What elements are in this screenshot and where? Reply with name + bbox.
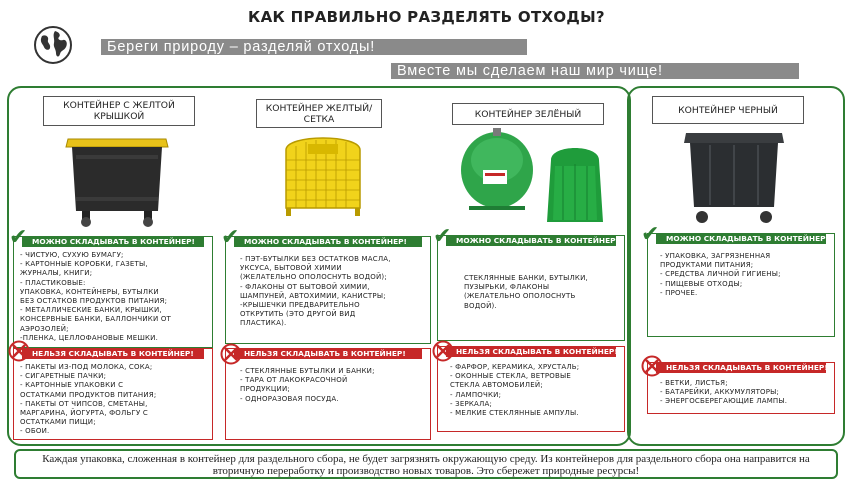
denied-box-green xyxy=(437,346,625,432)
yellow-mesh-bin-image xyxy=(278,128,368,220)
denied-list: - ВЕТКИ, ЛИСТЬЯ; - БАТАРЕЙКИ, АККУМУЛЯТОРЫ; - ЭНЕРГОСБЕРЕГАЮЩИЕ ЛАМПЫ. xyxy=(660,379,788,406)
allowed-box-yellow-mesh xyxy=(225,236,431,344)
denied-header: НЕЛЬЗЯ СКЛАДЫВАТЬ В КОНТЕЙНЕР! xyxy=(656,362,826,373)
denied-list: - СТЕКЛЯННЫЕ БУТЫЛКИ И БАНКИ; - ТАРА ОТ ЛАКОКРАСОЧНОЙ ПРОДУКЦИИ; - ОДНОРАЗОВАЯ ПОСУДА. xyxy=(240,367,375,403)
page-title: КАК ПРАВИЛЬНО РАЗДЕЛЯТЬ ОТХОДЫ? xyxy=(248,8,605,26)
slogan-banner-2: Вместе мы сделаем наш мир чище! xyxy=(391,63,799,79)
slogan-banner-1: Береги природу – разделяй отходы! xyxy=(101,39,527,55)
denied-box-yellow-lid xyxy=(13,348,213,440)
checkmark-icon: ✔ xyxy=(221,225,240,250)
checkmark-icon: ✔ xyxy=(9,225,28,250)
denied-header: НЕЛЬЗЯ СКЛАДЫВАТЬ В КОНТЕЙНЕР! xyxy=(446,346,616,357)
denied-box-yellow-mesh xyxy=(225,348,431,440)
cross-icon xyxy=(8,340,30,362)
container-label-green: КОНТЕЙНЕР ЗЕЛЁНЫЙ xyxy=(452,103,604,125)
checkmark-icon: ✔ xyxy=(433,224,452,249)
denied-header: НЕЛЬЗЯ СКЛАДЫВАТЬ В КОНТЕЙНЕР! xyxy=(234,348,422,359)
allowed-box-black xyxy=(647,233,835,337)
denied-list: - ФАРФОР, КЕРАМИКА, ХРУСТАЛЬ; - ОКОННЫЕ СТЕКЛА, ВЕТРОВЫЕ СТЕКЛА АВТОМОБИЛЕЙ; - ЛАМПОЧКИ; - ЗЕРКАЛА; - МЕЛКИЕ СТЕКЛЯННЫЕ АМПУЛЫ. xyxy=(450,363,580,418)
allowed-list: - УПАКОВКА, ЗАГРЯЗНЕННАЯ ПРОДУКТАМИ ПИТАНИЯ; - СРЕДСТВА ЛИЧНОЙ ГИГИЕНЫ; - ПИЩЕВЫЕ ОТХОДЫ; - ПРОЧЕЕ. xyxy=(660,252,781,297)
green-bin-image xyxy=(459,126,611,226)
allowed-list: СТЕКЛЯННЫЕ БАНКИ, БУТЫЛКИ, ПУЗЫРЬКИ, ФЛАКОНЫ (ЖЕЛАТЕЛЬНО ОПОЛОСНУТЬ ВОДОЙ). xyxy=(464,274,588,310)
allowed-list: - ПЭТ-БУТЫЛКИ БЕЗ ОСТАТКОВ МАСЛА, УКСУСА, БЫТОВОЙ ХИМИИ (ЖЕЛАТЕЛЬНО ОПОЛОСНУТЬ ВОДОЙ); - ФЛАКОНЫ ОТ БЫТОВОЙ ХИМИИ, ШАМПУНЕЙ, АВТОХИМИИ, КАНИСТРЫ; -КРЫШЕЧКИ ПРЕДВАРИТЕЛЬНО ОТКРУТИТЬ (ЭТО ДРУГОЙ ВИД ПЛАСТИКА). xyxy=(240,255,391,328)
container-label-yellow-mesh: КОНТЕЙНЕР ЖЕЛТЫЙ/СЕТКА xyxy=(256,99,382,128)
footer-note: Каждая упаковка, сложенная в контейнер для раздельного сбора, не будет загрязнять окружающую среду. Из контейнеров для раздельного сбора она направится на вторичную переработку и производство новых товаров. Это сбережет природные ресурсы! xyxy=(14,449,838,479)
black-bin-image xyxy=(680,127,788,227)
allowed-header: МОЖНО СКЛАДЫВАТЬ В КОНТЕЙНЕР! xyxy=(656,233,826,244)
globe-icon xyxy=(33,25,73,65)
allowed-box-green xyxy=(437,235,625,341)
container-label-black: КОНТЕЙНЕР ЧЕРНЫЙ xyxy=(652,96,804,124)
cross-icon xyxy=(641,355,663,377)
allowed-header: МОЖНО СКЛАДЫВАТЬ В КОНТЕЙНЕР! xyxy=(446,235,616,246)
cross-icon xyxy=(220,343,242,365)
allowed-list: - ЧИСТУЮ, СУХУЮ БУМАГУ; - КАРТОННЫЕ КОРОБКИ, ГАЗЕТЫ, ЖУРНАЛЫ, КНИГИ; - ПЛАСТИКОВЫЕ: УПАКОВКА, КОНТЕЙНЕРЫ, БУТЫЛКИ БЕЗ ОСТАТКОВ ПРОДУКТОВ ПИТАНИЯ; - МЕТАЛЛИЧЕСКИЕ БАНКИ, КРЫШКИ, КОНСЕРВНЫЕ БАНКИ, БАЛЛОНЧИКИ ОТ АЭРОЗОЛЕЙ; -ПЛЕНКА, ЦЕЛЛОФАНОВЫЕ МЕШКИ. xyxy=(20,251,172,342)
checkmark-icon: ✔ xyxy=(641,222,660,247)
yellow-lid-bin-image xyxy=(62,127,172,229)
allowed-box-yellow-lid xyxy=(13,236,213,348)
container-label-yellow-lid: КОНТЕЙНЕР С ЖЕЛТОЙ КРЫШКОЙ xyxy=(43,96,195,126)
cross-icon xyxy=(432,340,454,362)
allowed-header: МОЖНО СКЛАДЫВАТЬ В КОНТЕЙНЕР! xyxy=(22,236,204,247)
denied-list: - ПАКЕТЫ ИЗ-ПОД МОЛОКА, СОКА; - СИГАРЕТНЫЕ ПАЧКИ; - КАРТОННЫЕ УПАКОВКИ С ОСТАТКАМИ ПРОДУКТОВ ПИТАНИЯ; - ПАКЕТЫ ОТ ЧИПСОВ, СМЕТАНЫ, МАРГАРИНА, ЙОГУРТА, ФОЛЬГУ С ОСТАТКАМИ ПИЩИ; - ОБОИ. xyxy=(20,363,157,436)
denied-box-black xyxy=(647,362,835,414)
denied-header: НЕЛЬЗЯ СКЛАДЫВАТЬ В КОНТЕЙНЕР! xyxy=(22,348,204,359)
allowed-header: МОЖНО СКЛАДЫВАТЬ В КОНТЕЙНЕР! xyxy=(234,236,422,247)
